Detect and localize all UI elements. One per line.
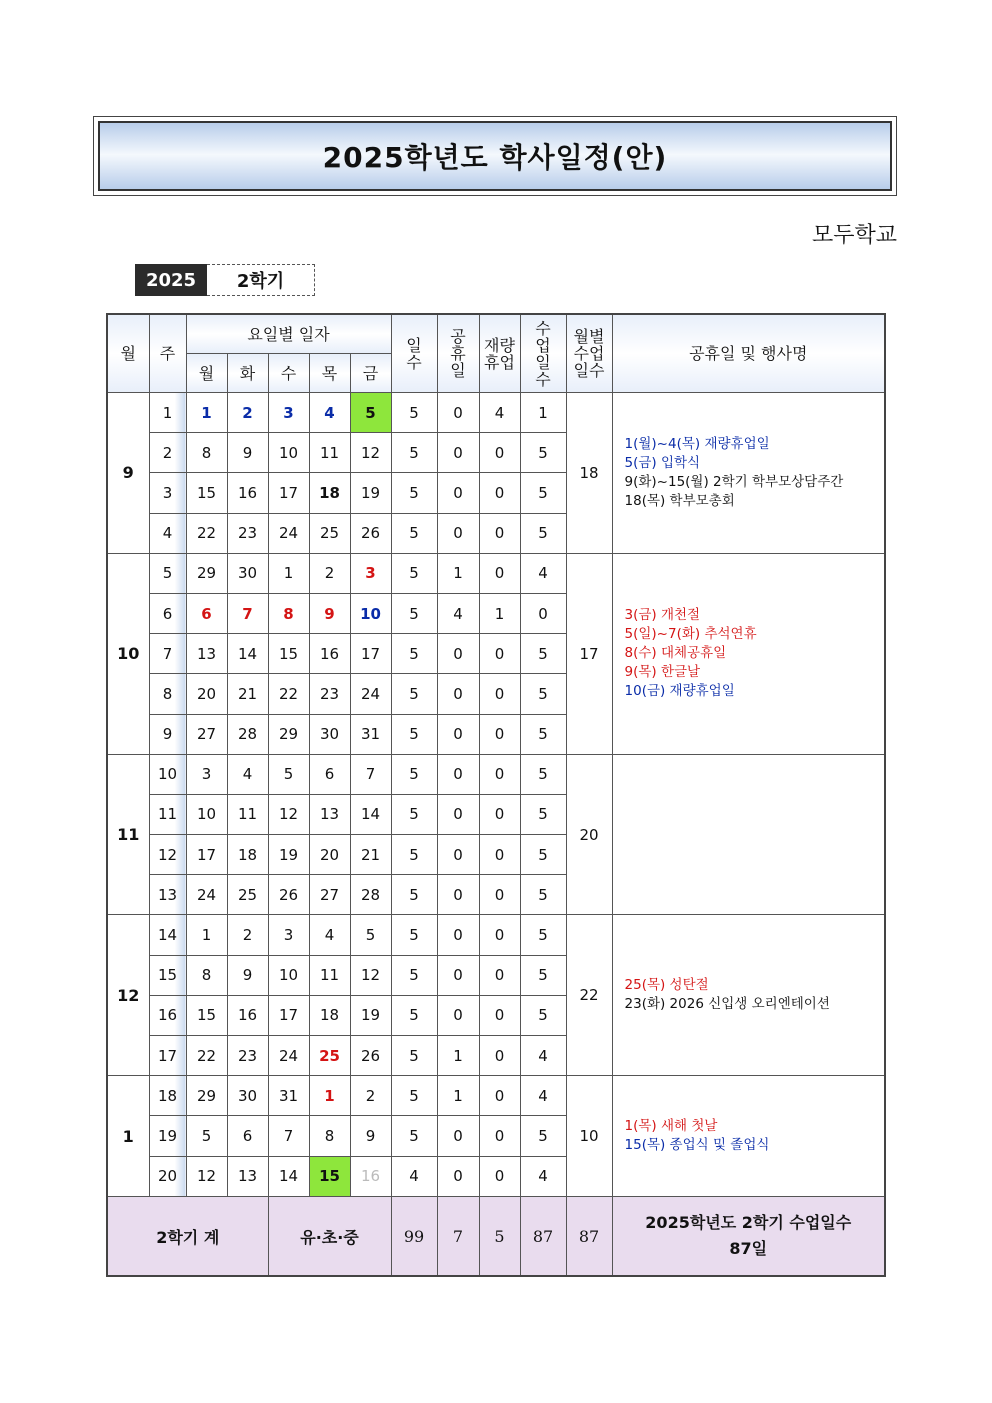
day-count: 5 bbox=[391, 1076, 437, 1116]
day-count: 5 bbox=[391, 875, 437, 915]
date-cell: 16 bbox=[309, 634, 350, 674]
date-cell: 24 bbox=[268, 1036, 309, 1076]
date-cell: 3 bbox=[268, 393, 309, 433]
date-cell: 17 bbox=[350, 634, 391, 674]
date-cell: 1 bbox=[309, 1076, 350, 1116]
header-public-holiday: 공 휴 일 bbox=[437, 314, 479, 393]
class-day-count: 5 bbox=[520, 995, 566, 1035]
totals-label: 2학기 계 bbox=[107, 1197, 268, 1277]
discretionary-count: 0 bbox=[479, 714, 520, 754]
totals-school-type: 유·초·중 bbox=[268, 1197, 391, 1277]
date-cell: 5 bbox=[186, 1116, 227, 1156]
date-cell: 8 bbox=[186, 955, 227, 995]
holiday-count: 0 bbox=[437, 754, 479, 794]
header-day-tue: 화 bbox=[227, 354, 268, 393]
discretionary-count: 0 bbox=[479, 433, 520, 473]
event-item: 8(수) 대체공휴일 bbox=[624, 645, 727, 662]
date-cell: 8 bbox=[186, 433, 227, 473]
discretionary-count: 0 bbox=[479, 1076, 520, 1116]
date-cell: 6 bbox=[227, 1116, 268, 1156]
date-cell: 15 bbox=[186, 473, 227, 513]
day-count: 5 bbox=[391, 433, 437, 473]
events-cell bbox=[612, 754, 885, 915]
day-count: 5 bbox=[391, 995, 437, 1035]
header-month: 월 bbox=[107, 314, 149, 393]
date-cell: 12 bbox=[350, 433, 391, 473]
monthly-class-days: 17 bbox=[566, 553, 612, 754]
discretionary-count: 0 bbox=[479, 1156, 520, 1196]
monthly-class-days: 10 bbox=[566, 1076, 612, 1197]
holiday-count: 0 bbox=[437, 1116, 479, 1156]
school-name: 모두학교 bbox=[811, 223, 897, 248]
day-count: 5 bbox=[391, 1036, 437, 1076]
header-day-fri: 금 bbox=[350, 354, 391, 393]
date-cell: 8 bbox=[268, 593, 309, 633]
date-cell: 26 bbox=[350, 513, 391, 553]
day-count: 5 bbox=[391, 1116, 437, 1156]
class-day-count: 5 bbox=[520, 835, 566, 875]
date-cell: 22 bbox=[186, 1036, 227, 1076]
date-cell: 3 bbox=[268, 915, 309, 955]
date-cell: 6 bbox=[309, 754, 350, 794]
holiday-count: 0 bbox=[437, 634, 479, 674]
date-cell: 4 bbox=[227, 754, 268, 794]
date-cell: 17 bbox=[268, 995, 309, 1035]
date-cell: 12 bbox=[350, 955, 391, 995]
monthly-class-days: 22 bbox=[566, 915, 612, 1076]
holiday-count: 4 bbox=[437, 593, 479, 633]
discretionary-count: 0 bbox=[479, 553, 520, 593]
holiday-count: 1 bbox=[437, 553, 479, 593]
table-row bbox=[107, 915, 885, 955]
date-cell: 10 bbox=[186, 794, 227, 834]
holiday-count: 1 bbox=[437, 1076, 479, 1116]
class-day-count: 1 bbox=[520, 393, 566, 433]
totals-row bbox=[107, 1197, 885, 1277]
month-cell: 1 bbox=[107, 1076, 149, 1197]
holiday-count: 0 bbox=[437, 995, 479, 1035]
discretionary-count: 0 bbox=[479, 835, 520, 875]
week-number: 17 bbox=[149, 1036, 186, 1076]
event-item: 18(목) 학부모총회 bbox=[624, 492, 735, 509]
day-count: 5 bbox=[391, 473, 437, 513]
class-day-count: 4 bbox=[520, 1036, 566, 1076]
title-frame bbox=[93, 116, 897, 196]
holiday-count: 0 bbox=[437, 674, 479, 714]
totals-holidays: 7 bbox=[437, 1197, 479, 1277]
header-day-wed: 수 bbox=[268, 354, 309, 393]
month-cell: 9 bbox=[107, 393, 149, 554]
date-cell: 29 bbox=[186, 553, 227, 593]
date-cell: 17 bbox=[186, 835, 227, 875]
header-dates-by-day: 요일별 일자 bbox=[186, 314, 391, 354]
date-cell: 9 bbox=[227, 433, 268, 473]
discretionary-count: 0 bbox=[479, 995, 520, 1035]
day-count: 5 bbox=[391, 513, 437, 553]
event-item: 3(금) 개천절 bbox=[624, 607, 701, 624]
class-day-count: 5 bbox=[520, 955, 566, 995]
class-day-count: 5 bbox=[520, 473, 566, 513]
holiday-count: 0 bbox=[437, 794, 479, 834]
discretionary-count: 4 bbox=[479, 393, 520, 433]
day-count: 5 bbox=[391, 593, 437, 633]
day-count: 5 bbox=[391, 714, 437, 754]
class-day-count: 5 bbox=[520, 674, 566, 714]
class-day-count: 4 bbox=[520, 1076, 566, 1116]
date-cell: 11 bbox=[309, 955, 350, 995]
table-row bbox=[107, 754, 885, 794]
date-cell: 30 bbox=[309, 714, 350, 754]
date-cell: 24 bbox=[268, 513, 309, 553]
date-cell: 29 bbox=[186, 1076, 227, 1116]
week-number: 12 bbox=[149, 835, 186, 875]
date-cell: 16 bbox=[227, 473, 268, 513]
totals-summary-line1: 2025학년도 2학기 수업일수 bbox=[645, 1213, 852, 1232]
date-cell: 3 bbox=[350, 553, 391, 593]
month-cell: 11 bbox=[107, 754, 149, 915]
day-count: 5 bbox=[391, 754, 437, 794]
date-cell: 23 bbox=[227, 513, 268, 553]
class-day-count: 4 bbox=[520, 1156, 566, 1196]
date-cell: 25 bbox=[227, 875, 268, 915]
date-cell: 12 bbox=[268, 794, 309, 834]
week-number: 4 bbox=[149, 513, 186, 553]
discretionary-count: 0 bbox=[479, 473, 520, 513]
date-cell: 11 bbox=[227, 794, 268, 834]
totals-days: 99 bbox=[391, 1197, 437, 1277]
date-cell: 26 bbox=[268, 875, 309, 915]
week-number: 13 bbox=[149, 875, 186, 915]
date-cell: 21 bbox=[350, 835, 391, 875]
date-cell: 10 bbox=[268, 433, 309, 473]
table-row bbox=[107, 553, 885, 593]
event-item: 10(금) 재량휴업일 bbox=[624, 683, 735, 700]
event-item: 5(일)~7(화) 추석연휴 bbox=[624, 626, 757, 643]
date-cell: 27 bbox=[309, 875, 350, 915]
date-cell: 1 bbox=[186, 915, 227, 955]
week-number: 20 bbox=[149, 1156, 186, 1196]
calendar-table bbox=[106, 313, 886, 1277]
week-number: 6 bbox=[149, 593, 186, 633]
date-cell: 2 bbox=[227, 915, 268, 955]
day-count: 5 bbox=[391, 553, 437, 593]
discretionary-count: 0 bbox=[479, 794, 520, 834]
discretionary-count: 0 bbox=[479, 955, 520, 995]
date-cell: 14 bbox=[227, 634, 268, 674]
date-cell: 21 bbox=[227, 674, 268, 714]
date-cell: 10 bbox=[268, 955, 309, 995]
class-day-count: 0 bbox=[520, 593, 566, 633]
class-day-count: 5 bbox=[520, 794, 566, 834]
week-number: 8 bbox=[149, 674, 186, 714]
event-item: 25(목) 성탄절 bbox=[624, 977, 709, 994]
date-cell: 1 bbox=[186, 393, 227, 433]
month-cell: 10 bbox=[107, 553, 149, 754]
header-day-thu: 목 bbox=[309, 354, 350, 393]
date-cell: 19 bbox=[350, 995, 391, 1035]
header-monthly-class-days: 월별 수업 일수 bbox=[566, 314, 612, 393]
header-week: 주 bbox=[149, 314, 186, 393]
date-cell: 2 bbox=[350, 1076, 391, 1116]
monthly-class-days: 18 bbox=[566, 393, 612, 554]
date-cell: 14 bbox=[268, 1156, 309, 1196]
week-number: 7 bbox=[149, 634, 186, 674]
date-cell: 13 bbox=[227, 1156, 268, 1196]
date-cell: 18 bbox=[309, 995, 350, 1035]
day-count: 5 bbox=[391, 674, 437, 714]
week-number: 14 bbox=[149, 915, 186, 955]
semester-year: 2025 bbox=[135, 264, 207, 296]
holiday-count: 0 bbox=[437, 1156, 479, 1196]
class-day-count: 5 bbox=[520, 1116, 566, 1156]
holiday-count: 0 bbox=[437, 835, 479, 875]
date-cell: 16 bbox=[350, 1156, 391, 1196]
date-cell: 17 bbox=[268, 473, 309, 513]
event-item: 15(목) 종업식 및 졸업식 bbox=[624, 1137, 770, 1154]
class-day-count: 5 bbox=[520, 634, 566, 674]
event-item: 9(목) 한글날 bbox=[624, 664, 701, 681]
date-cell: 20 bbox=[309, 835, 350, 875]
date-cell: 19 bbox=[350, 473, 391, 513]
totals-summary bbox=[612, 1197, 885, 1277]
date-cell: 18 bbox=[227, 835, 268, 875]
date-cell: 26 bbox=[350, 1036, 391, 1076]
day-count: 5 bbox=[391, 915, 437, 955]
totals-class-days: 87 bbox=[520, 1197, 566, 1277]
date-cell: 10 bbox=[350, 593, 391, 633]
week-number: 10 bbox=[149, 754, 186, 794]
date-cell: 16 bbox=[227, 995, 268, 1035]
date-cell: 8 bbox=[309, 1116, 350, 1156]
week-number: 19 bbox=[149, 1116, 186, 1156]
week-number: 3 bbox=[149, 473, 186, 513]
date-cell: 31 bbox=[350, 714, 391, 754]
week-number: 1 bbox=[149, 393, 186, 433]
date-cell: 28 bbox=[227, 714, 268, 754]
event-item: 1(월)~4(목) 재량휴업일 bbox=[624, 435, 770, 452]
discretionary-count: 0 bbox=[479, 915, 520, 955]
class-day-count: 4 bbox=[520, 553, 566, 593]
page-title: 2025학년도 학사일정(안) bbox=[98, 121, 892, 191]
events-cell bbox=[612, 393, 885, 554]
semester-name: 2학기 bbox=[207, 264, 315, 296]
totals-discretionary: 5 bbox=[479, 1197, 520, 1277]
event-item: 1(목) 새해 첫날 bbox=[624, 1118, 718, 1135]
header-day-count: 일 수 bbox=[391, 314, 437, 393]
table-row bbox=[107, 1076, 885, 1116]
date-cell: 3 bbox=[186, 754, 227, 794]
day-count: 5 bbox=[391, 794, 437, 834]
date-cell: 15 bbox=[186, 995, 227, 1035]
totals-monthly: 87 bbox=[566, 1197, 612, 1277]
day-count: 5 bbox=[391, 393, 437, 433]
date-cell: 9 bbox=[350, 1116, 391, 1156]
day-count: 5 bbox=[391, 955, 437, 995]
day-count: 5 bbox=[391, 634, 437, 674]
date-cell: 14 bbox=[350, 794, 391, 834]
monthly-class-days: 20 bbox=[566, 754, 612, 915]
date-cell: 15 bbox=[309, 1156, 350, 1196]
date-cell: 31 bbox=[268, 1076, 309, 1116]
date-cell: 5 bbox=[350, 393, 391, 433]
header-class-days: 수 업 일 수 bbox=[520, 314, 566, 393]
date-cell: 4 bbox=[309, 393, 350, 433]
event-item: 23(화) 2026 신입생 오리엔테이션 bbox=[624, 996, 830, 1013]
date-cell: 25 bbox=[309, 1036, 350, 1076]
holiday-count: 0 bbox=[437, 513, 479, 553]
holiday-count: 0 bbox=[437, 714, 479, 754]
week-number: 15 bbox=[149, 955, 186, 995]
holiday-count: 0 bbox=[437, 393, 479, 433]
date-cell: 7 bbox=[227, 593, 268, 633]
class-day-count: 5 bbox=[520, 915, 566, 955]
holiday-count: 0 bbox=[437, 473, 479, 513]
date-cell: 1 bbox=[268, 553, 309, 593]
semester-label bbox=[135, 264, 315, 296]
discretionary-count: 0 bbox=[479, 674, 520, 714]
discretionary-count: 1 bbox=[479, 593, 520, 633]
date-cell: 11 bbox=[309, 433, 350, 473]
date-cell: 15 bbox=[268, 634, 309, 674]
events-cell bbox=[612, 915, 885, 1076]
date-cell: 27 bbox=[186, 714, 227, 754]
totals-summary-line2: 87일 bbox=[729, 1239, 768, 1258]
date-cell: 23 bbox=[309, 674, 350, 714]
discretionary-count: 0 bbox=[479, 513, 520, 553]
date-cell: 19 bbox=[268, 835, 309, 875]
date-cell: 20 bbox=[186, 674, 227, 714]
week-number: 11 bbox=[149, 794, 186, 834]
date-cell: 7 bbox=[350, 754, 391, 794]
events-cell bbox=[612, 1076, 885, 1197]
date-cell: 22 bbox=[268, 674, 309, 714]
table-row bbox=[107, 393, 885, 433]
header-day-mon: 월 bbox=[186, 354, 227, 393]
date-cell: 9 bbox=[309, 593, 350, 633]
holiday-count: 0 bbox=[437, 915, 479, 955]
date-cell: 30 bbox=[227, 1076, 268, 1116]
date-cell: 23 bbox=[227, 1036, 268, 1076]
date-cell: 24 bbox=[350, 674, 391, 714]
date-cell: 5 bbox=[268, 754, 309, 794]
week-number: 16 bbox=[149, 995, 186, 1035]
header-discretionary: 재량 휴업 bbox=[479, 314, 520, 393]
class-day-count: 5 bbox=[520, 513, 566, 553]
date-cell: 13 bbox=[186, 634, 227, 674]
class-day-count: 5 bbox=[520, 714, 566, 754]
discretionary-count: 0 bbox=[479, 754, 520, 794]
date-cell: 25 bbox=[309, 513, 350, 553]
date-cell: 24 bbox=[186, 875, 227, 915]
discretionary-count: 0 bbox=[479, 1116, 520, 1156]
date-cell: 5 bbox=[350, 915, 391, 955]
week-number: 5 bbox=[149, 553, 186, 593]
events-cell bbox=[612, 553, 885, 754]
week-number: 18 bbox=[149, 1076, 186, 1116]
header-events: 공휴일 및 행사명 bbox=[612, 314, 885, 393]
event-item: 9(화)~15(월) 2학기 학부모상담주간 bbox=[624, 473, 844, 490]
date-cell: 9 bbox=[227, 955, 268, 995]
class-day-count: 5 bbox=[520, 754, 566, 794]
discretionary-count: 0 bbox=[479, 634, 520, 674]
date-cell: 29 bbox=[268, 714, 309, 754]
class-day-count: 5 bbox=[520, 875, 566, 915]
date-cell: 13 bbox=[309, 794, 350, 834]
date-cell: 6 bbox=[186, 593, 227, 633]
discretionary-count: 0 bbox=[479, 1036, 520, 1076]
day-count: 5 bbox=[391, 835, 437, 875]
holiday-count: 0 bbox=[437, 433, 479, 473]
class-day-count: 5 bbox=[520, 433, 566, 473]
date-cell: 2 bbox=[227, 393, 268, 433]
week-number: 9 bbox=[149, 714, 186, 754]
date-cell: 2 bbox=[309, 553, 350, 593]
date-cell: 22 bbox=[186, 513, 227, 553]
date-cell: 18 bbox=[309, 473, 350, 513]
event-item: 5(금) 입학식 bbox=[624, 454, 701, 471]
day-count: 4 bbox=[391, 1156, 437, 1196]
date-cell: 12 bbox=[186, 1156, 227, 1196]
date-cell: 7 bbox=[268, 1116, 309, 1156]
month-cell: 12 bbox=[107, 915, 149, 1076]
date-cell: 30 bbox=[227, 553, 268, 593]
date-cell: 4 bbox=[309, 915, 350, 955]
holiday-count: 0 bbox=[437, 955, 479, 995]
date-cell: 28 bbox=[350, 875, 391, 915]
week-number: 2 bbox=[149, 433, 186, 473]
holiday-count: 0 bbox=[437, 875, 479, 915]
discretionary-count: 0 bbox=[479, 875, 520, 915]
holiday-count: 1 bbox=[437, 1036, 479, 1076]
